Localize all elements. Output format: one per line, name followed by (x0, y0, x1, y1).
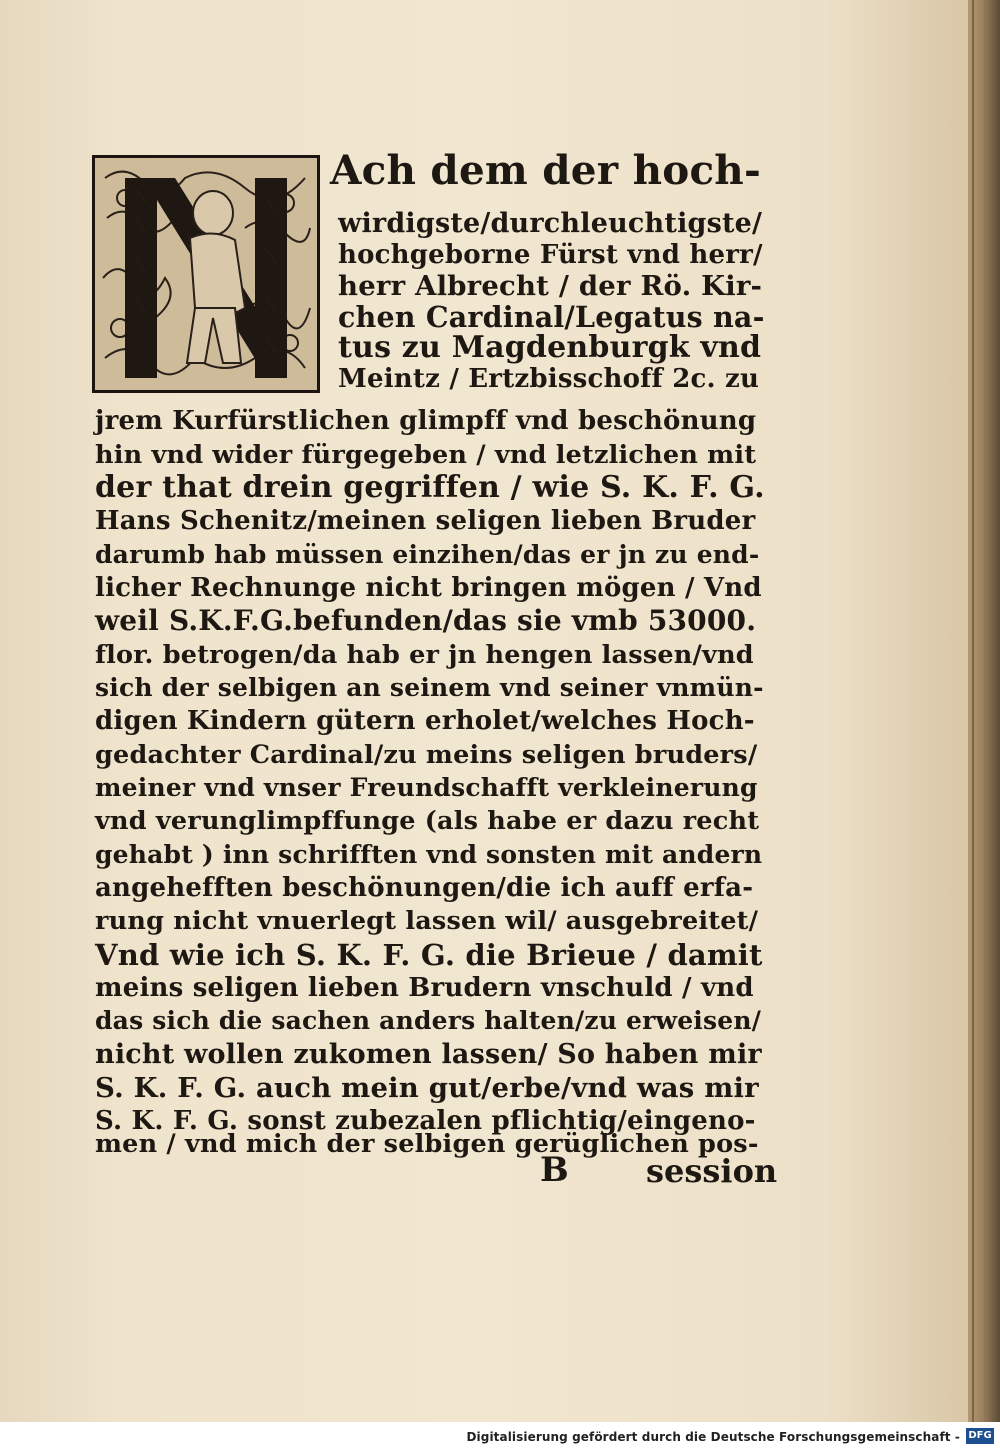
text-line: weil S.K.F.G.befunden/das sie vmb 53000. (95, 604, 757, 637)
decorated-initial (92, 155, 320, 393)
page-edge-line (984, 0, 986, 1422)
text-line: Ach dem der hoch- (330, 146, 761, 194)
text-line: meins seligen lieben Brudern vnschuld / vnd (95, 973, 754, 1003)
text-line: hochgeborne Fürst vnd herr/ (338, 240, 763, 270)
text-line: sich der selbigen an seinem vnd seiner vnmün- (95, 673, 764, 702)
catchword: session (646, 1152, 778, 1190)
text-line: jrem Kurfürstlichen glimpff vnd beschönung (95, 406, 757, 436)
text-line: herr Albrecht / der Rö. Kir- (338, 270, 763, 302)
text-line: vnd verunglimpffunge (als habe er dazu recht (95, 806, 760, 836)
text-line: wirdigste/durchleuchtigste/ (338, 208, 763, 239)
text-line: digen Kindern gütern erholet/welches Hoch- (95, 706, 755, 736)
text-line: darumb hab müssen einzihen/das er jn zu end- (95, 540, 760, 569)
digitization-credit: Digitalisierung gefördert durch die Deutsche Forschungsgemeinschaft - (466, 1430, 960, 1444)
text-line: licher Rechnunge nicht bringen mögen / Vnd (95, 573, 762, 603)
text-line: chen Cardinal/Legatus na- (338, 300, 765, 334)
initial-woodcut (95, 158, 317, 390)
text-line: S. K. F. G. auch mein gut/erbe/vnd was mir (95, 1072, 759, 1104)
text-line: men / vnd mich der selbigen gerüglichen pos- (95, 1129, 759, 1159)
text-line: gehabt ) inn schrifften vnd sonsten mit andern (95, 840, 763, 869)
text-line: meiner vnd vnser Freundschafft verkleinerung (95, 773, 758, 802)
text-line: tus zu Magdenburgk vnd (338, 330, 762, 365)
signature-mark: B (540, 1150, 569, 1190)
text-line: Meintz / Ertzbisschoff 2c. zu (338, 364, 760, 394)
text-line: hin vnd wider fürgegeben / vnd letzlichen mit (95, 440, 757, 470)
page-edge-line (972, 0, 974, 1422)
text-line: S. K. F. G. sonst zubezalen pflichtig/eingeno- (95, 1106, 756, 1136)
text-line: rung nicht vnuerlegt lassen wil/ ausgebreitet/ (95, 906, 759, 936)
text-line: Vnd wie ich S. K. F. G. die Brieue / damit (95, 938, 763, 972)
text-line: gedachter Cardinal/zu meins seligen bruders/ (95, 740, 758, 770)
text-line: der that drein gegriffen / wie S. K. F. G. (95, 470, 765, 505)
text-line: angehefften beschönungen/die ich auff erfa- (95, 873, 754, 903)
text-line: Hans Schenitz/meinen seligen lieben Bruder (95, 506, 756, 536)
dfg-logo-icon: DFG (966, 1428, 994, 1444)
text-line: nicht wollen zukomen lassen/ So haben mir (95, 1039, 762, 1070)
text-line: flor. betrogen/da hab er jn hengen lassen/vnd (95, 640, 754, 670)
text-line: das sich die sachen anders halten/zu erweisen/ (95, 1006, 762, 1035)
